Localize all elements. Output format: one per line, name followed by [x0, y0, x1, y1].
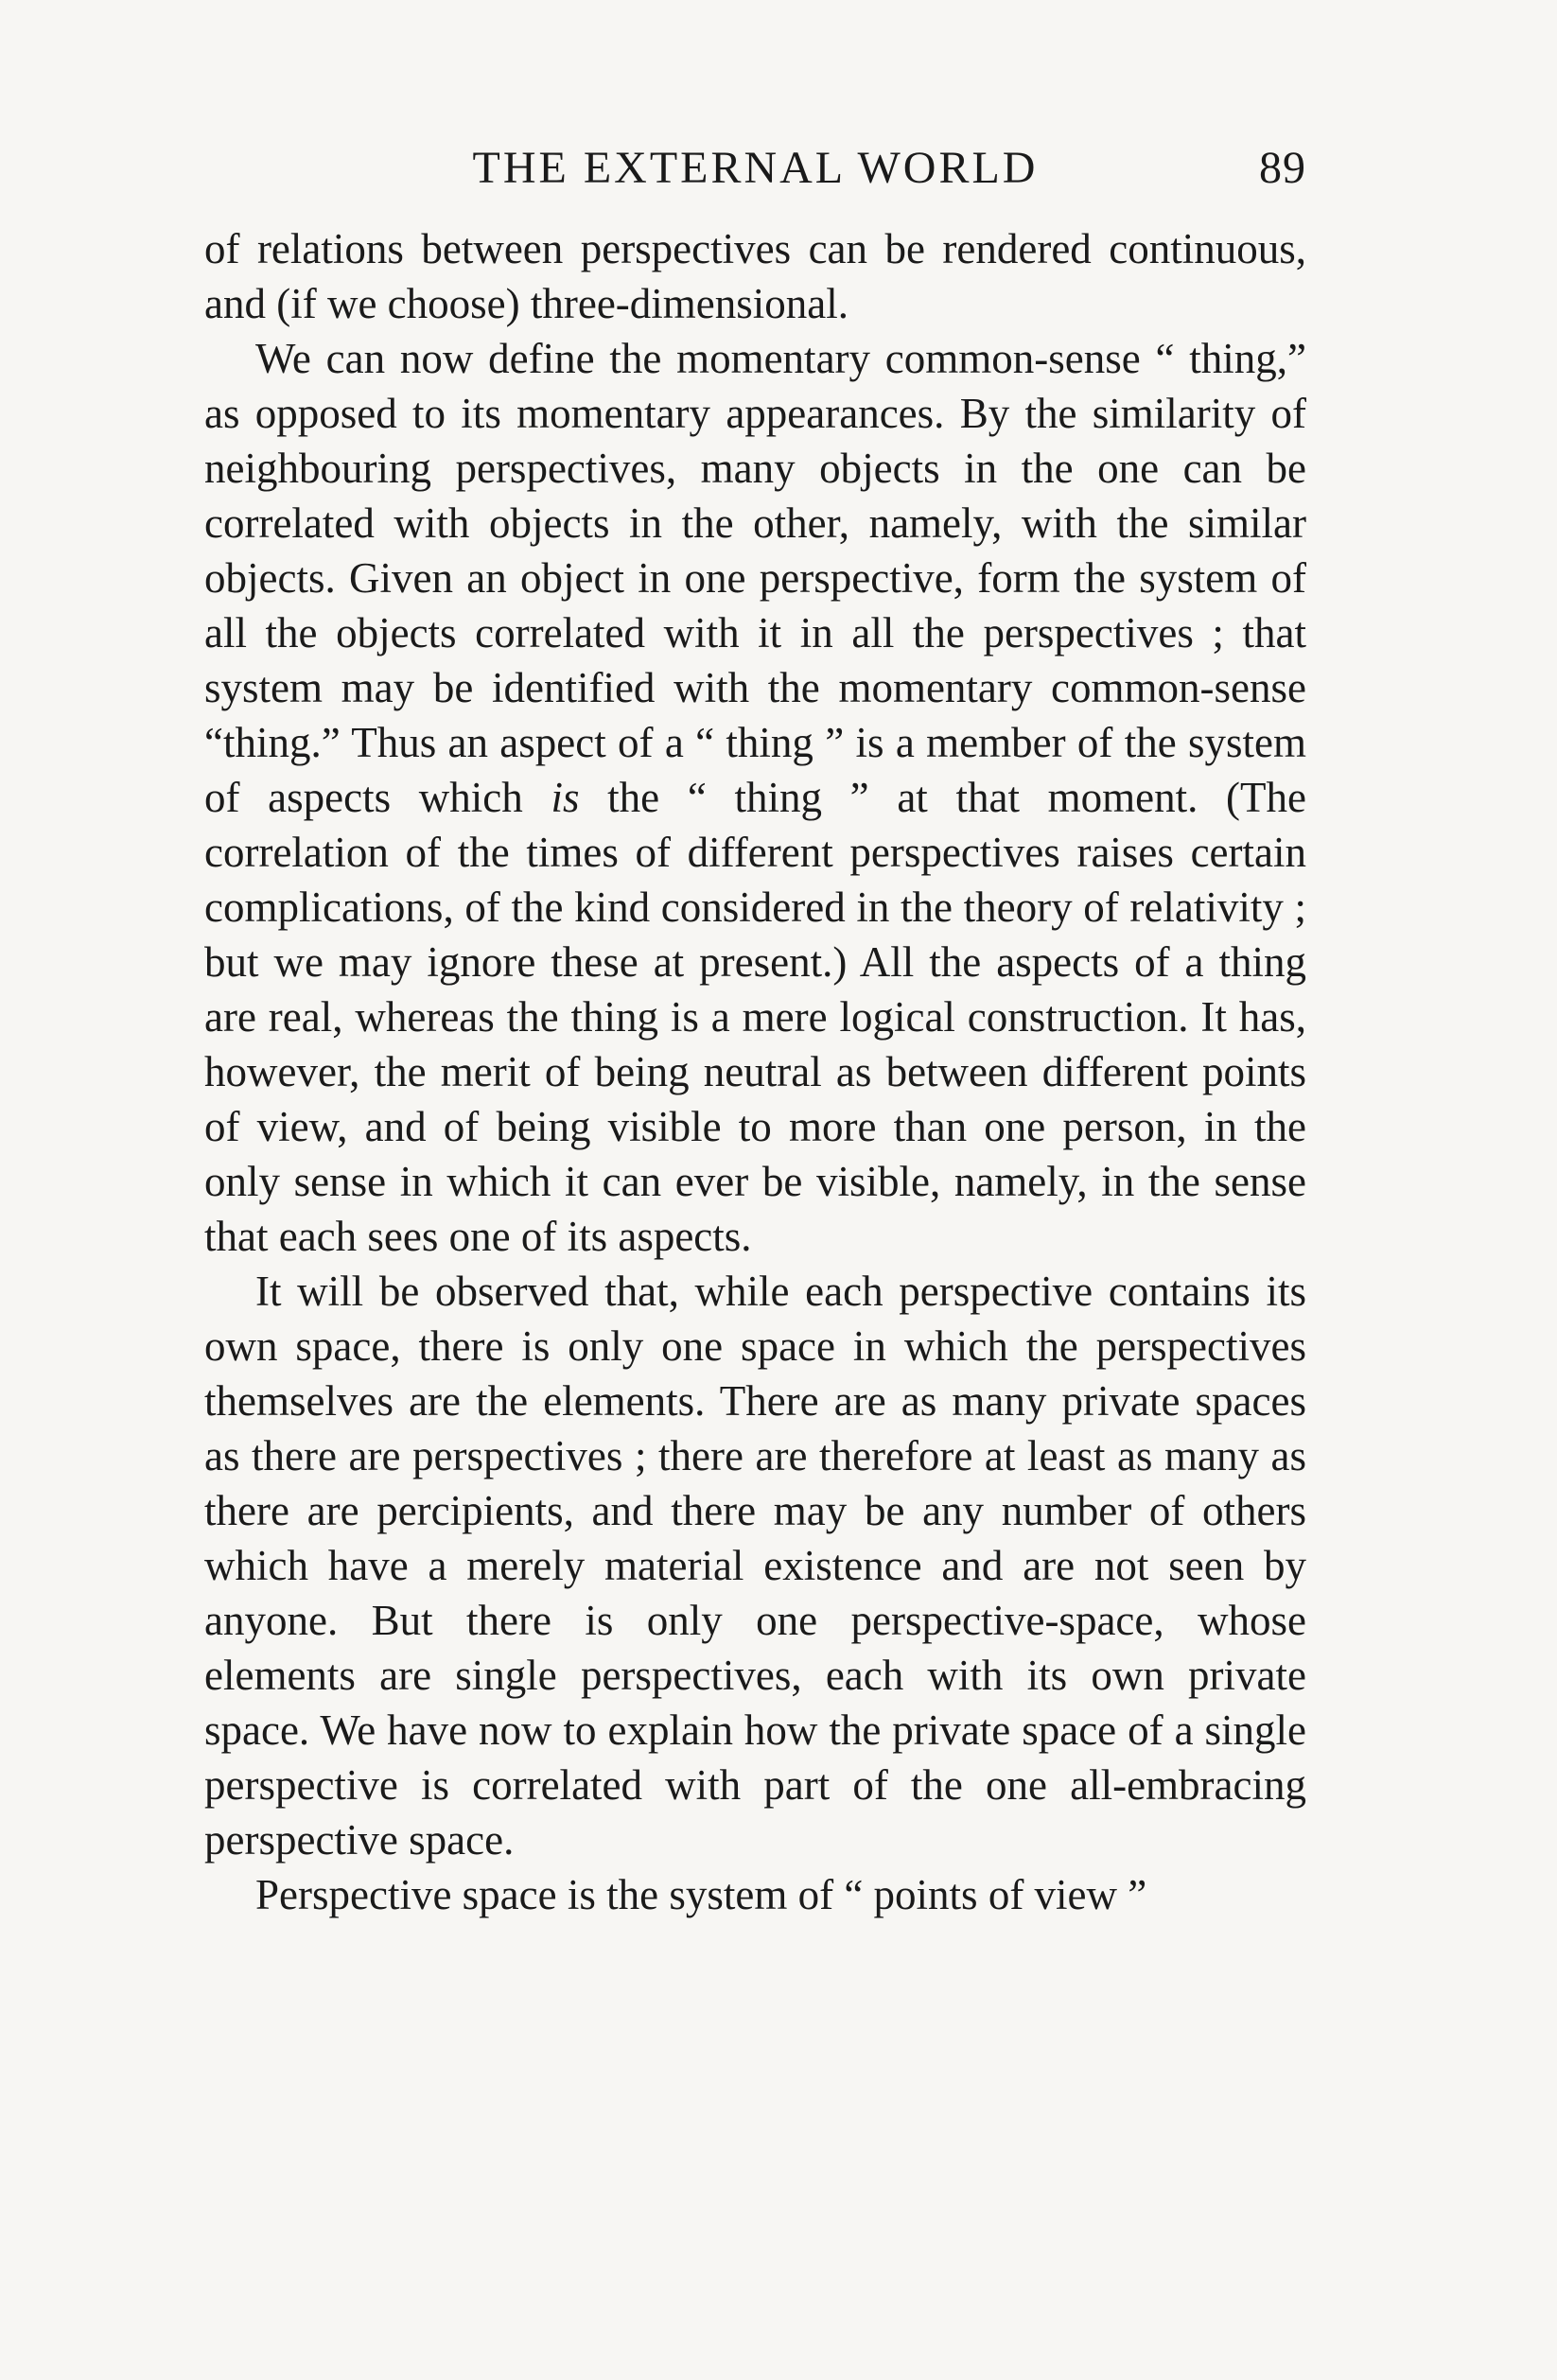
paragraph-2 [204, 331, 1306, 1264]
page-number: 89 [1259, 143, 1306, 193]
paragraph-2-text-b: the “ thing ” at that moment. (The correlation of the times of different perspectives raises certain complications, of the kind considered in the theory of relativity ; but we may ignore these at present.) All the aspects of a thing are real, whereas the thing is a mere logical construction. It has, however, the merit of being neutral as between different points of view, and of being visible to more than one person, in the only sense in which it can ever be visible, namely, in the sense that each sees one of its aspects. [204, 774, 1307, 1260]
running-title: THE EXTERNAL WORLD [472, 143, 1039, 193]
paragraph-2-text-a: We can now define the momentary common-sense “ thing,” as opposed to its momentary appearances. By the similarity of neighbouring perspectives, many objects in the one can be correlated with objects in the other, namely, with the similar objects. Given an object in one perspective, form the system of all the objects correlated with it in all the perspectives ; that system may be identified with the momentary common-sense “thing.” Thus an aspect of a “ thing ” is a member of the system of aspects which [204, 335, 1306, 821]
paragraph-4-text: Perspective space is the system of “ points of view ” [255, 1871, 1147, 1918]
running-head [204, 142, 1306, 202]
paragraph-1-text: of relations between perspectives can be rendered continuous, and (if we choose) three-dimensional. [204, 225, 1306, 327]
paragraph-2-italic-is: is [551, 774, 580, 821]
paragraph-3 [204, 1264, 1306, 1867]
paragraph-4 [204, 1867, 1306, 1922]
paragraph-3-text: It will be observed that, while each perspective contains its own space, there is only one space in which the perspectives themselves are the elements. There are as many private spaces as there are perspectives ; there are therefore at least as many as there are percipients, and there may be any number of others which have a merely material existence and are not seen by anyone. But there is only one perspective-space, whose elements are single perspectives, each with its own private space. We have now to explain how the private space of a single perspective is correlated with part of the one all-embracing perspective space. [204, 1268, 1306, 1864]
body-text [204, 221, 1306, 1922]
book-page [204, 142, 1306, 1922]
paragraph-1 [204, 221, 1306, 331]
